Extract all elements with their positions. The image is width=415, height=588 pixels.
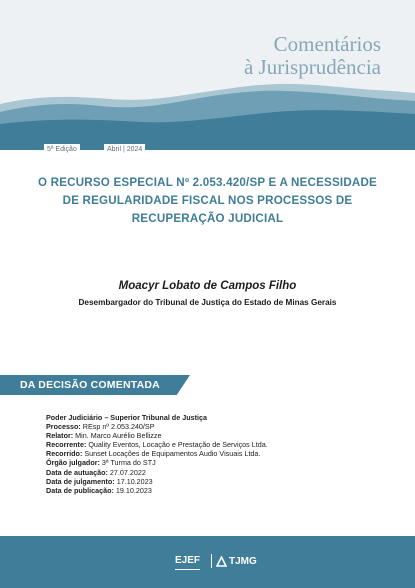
decision-row-key: Relator:	[46, 431, 74, 441]
decision-row-key: Data de julgamento:	[46, 476, 115, 486]
ejef-logo	[175, 555, 200, 567]
ejef-logo-underline	[175, 569, 200, 570]
decision-row-value: Sunset Locações de Equipamentos Audio Visuais Ltda.	[84, 449, 261, 459]
decision-row	[46, 477, 376, 486]
series-title-line2: à Jurisprudência	[243, 55, 381, 79]
decision-row	[46, 486, 376, 495]
cover-header	[0, 0, 415, 150]
edition-label: 5ª Edição	[44, 144, 80, 156]
decision-details	[46, 413, 376, 495]
triangle-icon	[216, 556, 227, 567]
article-title-line: RECUPERAÇÃO JUDICIAL	[131, 212, 284, 225]
series-title	[244, 33, 381, 79]
decision-row-value: 27.07.2022	[109, 467, 146, 477]
ejef-logo-text: EJEF	[175, 555, 201, 566]
logo-divider	[211, 554, 212, 568]
article-title-line: O RECURSO ESPECIAL Nº 2.053.420/SP E A NECESSIDADE	[38, 176, 377, 189]
decision-row	[46, 422, 376, 431]
decision-row-value: REsp nº 2.053.240/SP	[82, 422, 155, 432]
decision-row-key: Recorrente:	[46, 440, 87, 450]
decision-row-value: 3ª Turma do STJ	[101, 458, 156, 468]
decision-row	[46, 449, 376, 458]
decision-row	[46, 440, 376, 449]
decision-row-key: Recorrido:	[46, 449, 83, 459]
cover-footer	[0, 536, 415, 588]
author-name: Moacyr Lobato de Campos Filho	[118, 280, 297, 292]
section-heading: DA DECISÃO COMENTADA	[20, 379, 160, 391]
decision-row-key: Órgão julgador:	[46, 458, 100, 468]
edition-date: Abril | 2024	[104, 144, 145, 156]
article-title	[30, 174, 385, 228]
decision-row-value: Min. Marco Aurélio Bellizze	[75, 431, 162, 441]
decision-row	[46, 431, 376, 440]
decision-row	[46, 468, 376, 477]
decision-row-key: Processo:	[46, 422, 81, 432]
article-title-line: DE REGULARIDADE FISCAL NOS PROCESSOS DE	[62, 194, 353, 207]
decision-court: Poder Judiciário – Superior Tribunal de Justiça	[46, 413, 207, 422]
author-role: Desembargador do Tribunal de Justiça do Estado de Minas Gerais	[78, 298, 337, 307]
decision-row	[46, 458, 376, 467]
decision-row-value: 19.10.2023	[115, 485, 152, 495]
decision-row-key: Data de publicação:	[46, 485, 114, 495]
decision-row-key: Data de autuação:	[46, 467, 108, 477]
series-title-line1: Comentários	[273, 32, 381, 56]
decision-row-value: 17.10.2023	[116, 476, 153, 486]
tjmg-logo	[216, 554, 257, 568]
decision-row-value: Quality Eventos, Locação e Prestação de Serviços Ltda.	[88, 440, 268, 450]
tjmg-logo-text: TJMG	[229, 555, 257, 567]
